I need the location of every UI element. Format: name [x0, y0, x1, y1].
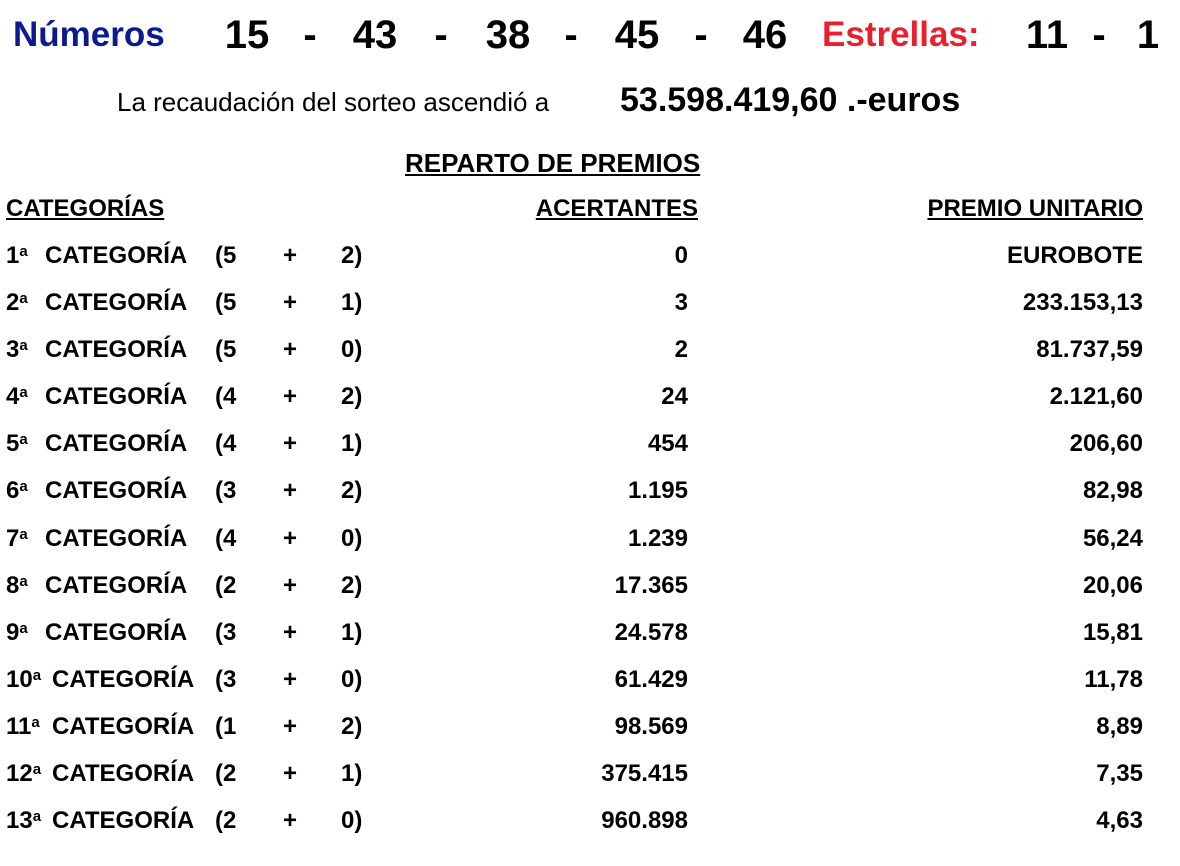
- number-separator: -: [303, 13, 317, 57]
- plus-sign: +: [282, 665, 297, 693]
- plus-sign: +: [282, 618, 297, 646]
- collection-text: La recaudación del sorteo ascendió a: [117, 87, 550, 117]
- category-ordinal: 12$^a$: [6, 760, 42, 788]
- prize-table: [0, 232, 1180, 844]
- winning-number: 15: [224, 13, 270, 57]
- table-row: [0, 467, 1180, 514]
- plus-sign: +: [282, 571, 297, 599]
- plus-sign: +: [282, 807, 297, 835]
- winning-number: 45: [614, 13, 660, 57]
- winning-star: 1: [1136, 13, 1160, 57]
- table-row: [0, 373, 1180, 420]
- column-header-winners: ACERTANTES: [535, 195, 698, 222]
- category-numbers: (2: [215, 807, 237, 835]
- category-word: CATEGORÍA: [45, 477, 188, 505]
- plus-sign: +: [282, 336, 297, 364]
- plus-sign: +: [282, 289, 297, 317]
- winners-count: 375.415: [601, 760, 688, 788]
- category-numbers: (2: [215, 571, 237, 599]
- category-numbers: (5: [215, 289, 237, 317]
- category-word: CATEGORÍA: [45, 430, 188, 458]
- winners-count: 98.569: [614, 712, 688, 740]
- category-ordinal: 6$^a$: [6, 477, 28, 505]
- category-stars: 2): [341, 242, 363, 269]
- plus-sign: +: [282, 477, 297, 505]
- category-numbers: (1: [215, 712, 237, 740]
- category-numbers: (3: [215, 665, 237, 693]
- category-stars: 1): [341, 760, 363, 788]
- winning-number: 38: [485, 13, 531, 57]
- category-word: CATEGORÍA: [45, 571, 188, 599]
- plus-sign: +: [282, 712, 297, 740]
- unit-prize: 2.121,60: [1049, 383, 1143, 411]
- category-numbers: (5: [215, 242, 237, 269]
- category-word: CATEGORÍA: [52, 665, 195, 693]
- category-stars: 0): [341, 524, 363, 552]
- table-row: [0, 326, 1180, 373]
- unit-prize: 7,35: [1096, 760, 1143, 788]
- winners-count: 0: [674, 242, 688, 269]
- collection-amount: 53.598.419,60 .-euros: [620, 81, 961, 119]
- category-stars: 1): [341, 618, 363, 646]
- category-stars: 0): [341, 665, 363, 693]
- category-stars: 1): [341, 289, 363, 317]
- category-numbers: (5: [215, 336, 237, 364]
- number-separator: -: [434, 13, 448, 57]
- category-numbers: (4: [215, 383, 237, 411]
- winners-count: 960.898: [601, 807, 688, 835]
- category-stars: 1): [341, 430, 363, 458]
- star-separator: -: [1092, 13, 1106, 57]
- category-word: CATEGORÍA: [45, 383, 188, 411]
- stars-label: Estrellas:: [822, 15, 980, 54]
- category-stars: 0): [341, 807, 363, 835]
- winning-star: 11: [1025, 13, 1069, 57]
- category-ordinal: 10$^a$: [6, 665, 42, 693]
- category-stars: 2): [341, 571, 363, 599]
- category-ordinal: 5$^a$: [6, 430, 28, 458]
- category-ordinal: 9$^a$: [6, 618, 28, 646]
- category-numbers: (3: [215, 477, 237, 505]
- category-numbers: (4: [215, 524, 237, 552]
- category-word: CATEGORÍA: [45, 289, 188, 317]
- unit-prize: 82,98: [1082, 477, 1143, 505]
- table-row: [0, 609, 1180, 656]
- plus-sign: +: [282, 242, 297, 269]
- number-separator: -: [564, 13, 578, 57]
- prize-distribution-title: REPARTO DE PREMIOS: [405, 148, 701, 178]
- winning-number: 43: [352, 13, 398, 57]
- category-word: CATEGORÍA: [52, 760, 195, 788]
- category-word: CATEGORÍA: [52, 807, 195, 835]
- unit-prize: EUROBOTE: [1006, 242, 1143, 269]
- category-ordinal: 1$^a$: [6, 242, 28, 269]
- unit-prize: 11,78: [1084, 665, 1143, 693]
- table-row: [0, 515, 1180, 562]
- category-ordinal: 13$^a$: [6, 807, 42, 835]
- number-separator: -: [694, 13, 708, 57]
- winners-count: 3: [674, 289, 688, 317]
- table-row: [0, 279, 1180, 326]
- winners-count: 1.239: [627, 524, 688, 552]
- numbers-label: Números: [13, 15, 165, 54]
- winners-count: 1.195: [627, 477, 688, 505]
- winners-count: 24: [661, 383, 688, 411]
- unit-prize: 8,89: [1096, 712, 1143, 740]
- table-row: [0, 232, 1180, 279]
- category-word: CATEGORÍA: [45, 242, 188, 269]
- table-row: [0, 703, 1180, 750]
- column-header-category: CATEGORÍAS: [6, 195, 165, 222]
- table-row: [0, 797, 1180, 844]
- table-row: [0, 562, 1180, 609]
- category-ordinal: 2$^a$: [6, 289, 28, 317]
- table-row: [0, 750, 1180, 797]
- winners-count: 454: [647, 430, 688, 458]
- column-header-prize: PREMIO UNITARIO: [927, 195, 1143, 222]
- table-row: [0, 420, 1180, 467]
- category-stars: 2): [341, 477, 363, 505]
- plus-sign: +: [282, 383, 297, 411]
- table-row: [0, 656, 1180, 703]
- category-numbers: (4: [215, 430, 237, 458]
- unit-prize: 20,06: [1082, 571, 1143, 599]
- unit-prize: 56,24: [1082, 524, 1143, 552]
- unit-prize: 233.153,13: [1022, 289, 1143, 317]
- category-numbers: (3: [215, 618, 237, 646]
- category-ordinal: 4$^a$: [6, 383, 28, 411]
- plus-sign: +: [282, 760, 297, 788]
- category-ordinal: 3$^a$: [6, 336, 28, 364]
- unit-prize: 81.737,59: [1036, 336, 1143, 364]
- winners-count: 24.578: [614, 618, 688, 646]
- category-ordinal: 8$^a$: [6, 571, 28, 599]
- unit-prize: 15,81: [1082, 618, 1143, 646]
- unit-prize: 206,60: [1069, 430, 1143, 458]
- category-word: CATEGORÍA: [52, 712, 195, 740]
- category-numbers: (2: [215, 760, 237, 788]
- category-word: CATEGORÍA: [45, 524, 188, 552]
- plus-sign: +: [282, 430, 297, 458]
- winners-count: 61.429: [614, 665, 688, 693]
- category-word: CATEGORÍA: [45, 336, 188, 364]
- category-ordinal: 11$^a$: [6, 712, 40, 740]
- category-word: CATEGORÍA: [45, 618, 188, 646]
- category-ordinal: 7$^a$: [6, 524, 28, 552]
- winners-count: 2: [674, 336, 688, 364]
- category-stars: 2): [341, 383, 363, 411]
- winning-number: 46: [742, 13, 788, 57]
- plus-sign: +: [282, 524, 297, 552]
- category-stars: 2): [341, 712, 363, 740]
- winners-count: 17.365: [614, 571, 688, 599]
- unit-prize: 4,63: [1096, 807, 1143, 835]
- category-stars: 0): [341, 336, 363, 364]
